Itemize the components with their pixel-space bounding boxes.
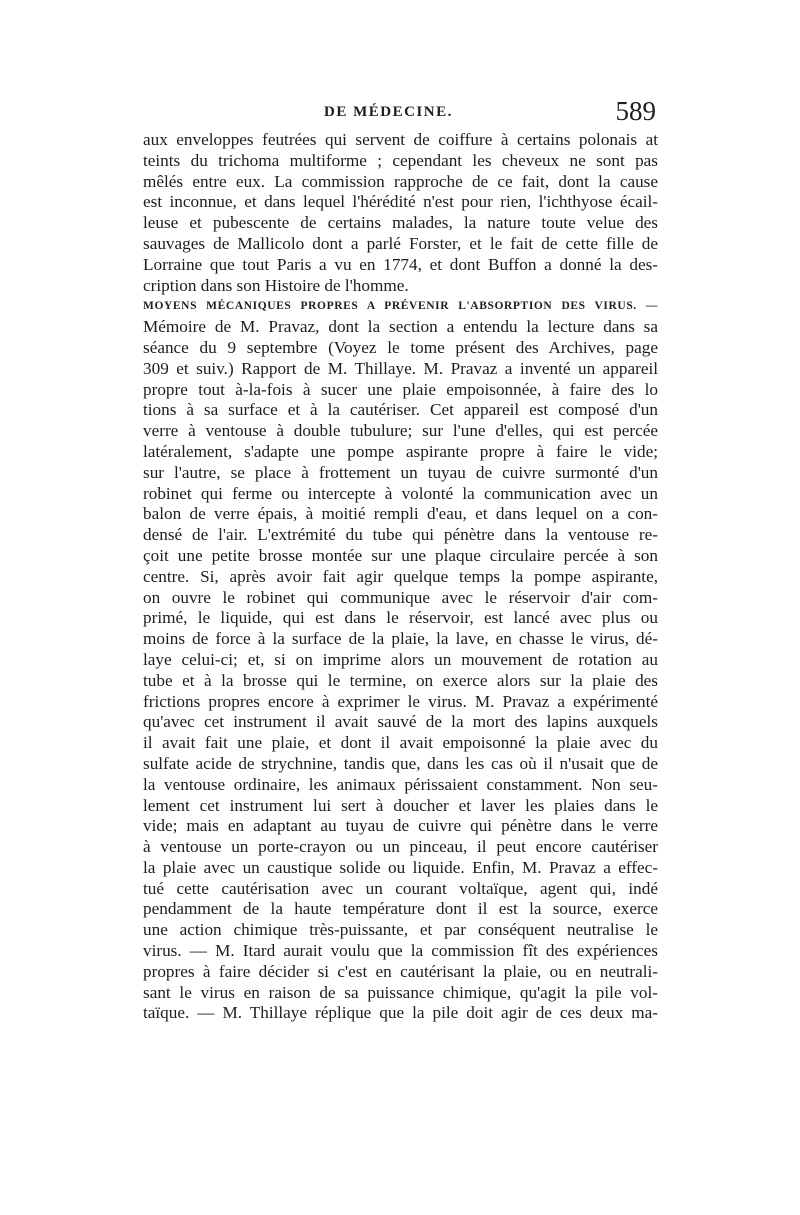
text-line: sur l'autre, se place à frottement un tuyau de cuivre surmonté d'un (143, 462, 658, 482)
body-text (143, 130, 658, 1024)
text-line: tube et à la brosse qui le termine, on exerce alors sur la plaie des (143, 670, 658, 690)
text-line: moins de force à la surface de la plaie, la lave, en chasse le virus, dé- (143, 629, 658, 649)
text-line: mêlés entre eux. La commission rapproche de ce fait, dont la cause (143, 171, 658, 191)
text-line: balon de verre épais, à moitié rempli d'eau, et dans lequel on a con- (143, 504, 658, 524)
text-line: leuse et pubescente de certains malades, la nature toute velue des (143, 213, 658, 233)
text-line: séance du 9 septembre (Voyez le tome présent des Archives, page (143, 337, 658, 357)
text-line: propres à faire décider si c'est en cautérisant la plaie, ou en neutrali- (143, 961, 658, 981)
text-line: la plaie avec un caustique solide ou liquide. Enfin, M. Pravaz a effec- (143, 857, 658, 877)
text-line: centre. Si, après avoir fait agir quelque temps la pompe aspirante, (143, 566, 658, 586)
text-line: vide; mais en adaptant au tuyau de cuivre qui pénètre dans le verre (143, 816, 658, 836)
text-line: laye celui-ci; et, si on imprime alors un mouvement de rotation au (143, 649, 658, 669)
text-line: pendamment de la haute température dont il est la source, exerce (143, 899, 658, 919)
running-header (140, 96, 660, 130)
text-line: propre tout à-la-fois à sucer une plaie empoisonnée, à faire des lo (143, 379, 658, 399)
text-line: primé, le liquide, qui est dans le réservoir, est lancé avec plus ou (143, 608, 658, 628)
text-line: cription dans son Histoire de l'homme. (143, 275, 409, 295)
text-line: taïque. — M. Thillaye réplique que la pile doit agir de ces deux ma- (143, 1003, 658, 1023)
text-line: à ventouse un porte-crayon ou un pinceau, il peut encore cautériser (143, 837, 658, 857)
text-line: une action chimique très-puissante, et par conséquent neutralise le (143, 920, 658, 940)
text-line: robinet qui ferme ou intercepte à volonté la communication avec un (143, 483, 658, 503)
text-line: verre à ventouse à double tubulure; sur l'une d'elles, qui est percée (143, 421, 658, 441)
text-line: sulfate acide de strychnine, tandis que, dans les cas où il n'usait que de (143, 753, 658, 773)
text-line: latéralement, s'adapte une pompe aspirante propre à faire le vide; (143, 441, 658, 461)
section-heading: MOYENS MÉCANIQUES PROPRES A PRÉVENIR L'ABSORPTION DES VIRUS. — (143, 300, 658, 313)
text-line: est inconnue, et dans lequel l'hérédité n'est pour rien, l'ichthyose écail- (143, 192, 658, 212)
text-line: tué cette cautérisation avec un courant voltaïque, agent qui, indé (143, 878, 658, 898)
text-line: tions à sa surface et à la cautériser. Cet appareil est composé d'un (143, 400, 658, 420)
text-line: frictions propres encore à exprimer le virus. M. Pravaz a expérimenté (143, 691, 658, 711)
text-line: Mémoire de M. Pravaz, dont la section a entendu la lecture dans sa (143, 317, 658, 337)
text-line: qu'avec cet instrument il avait sauvé de la mort des lapins auxquels (143, 712, 658, 732)
text-line: virus. — M. Itard aurait voulu que la commission fît des expériences (143, 941, 658, 961)
text-line: 309 et suiv.) Rapport de M. Thillaye. M. Pravaz a inventé un appareil (143, 358, 658, 378)
text-line: teints du trichoma multiforme ; cependant les cheveux ne sont pas (143, 150, 658, 170)
text-line: lement cet instrument lui sert à doucher et laver les plaies dans le (143, 795, 658, 815)
page-number: 589 (615, 96, 656, 126)
running-title: DE MÉDECINE. (324, 104, 453, 120)
text-line: on ouvre le robinet qui communique avec le réservoir d'air com- (143, 587, 658, 607)
text-line: sauvages de Mallicolo dont a parlé Forster, et le fait de cette fille de (143, 233, 658, 253)
text-line: la ventouse ordinaire, les animaux périssaient constamment. Non seu- (143, 774, 658, 794)
text-line: il avait fait une plaie, et dont il avait empoisonné la plaie avec du (143, 733, 658, 753)
text-line: çoit une petite brosse montée sur une plaque circulaire percée à son (143, 545, 658, 565)
text-line: Lorraine que tout Paris a vu en 1774, et dont Buffon a donné la des- (143, 254, 658, 274)
text-line: densé de l'air. L'extrémité du tube qui pénètre dans la ventouse re- (143, 525, 658, 545)
text-line: aux enveloppes feutrées qui servent de coiffure à certains polonais at (143, 130, 658, 149)
text-line: sant le virus en raison de sa puissance chimique, qu'agit la pile vol- (143, 982, 658, 1002)
